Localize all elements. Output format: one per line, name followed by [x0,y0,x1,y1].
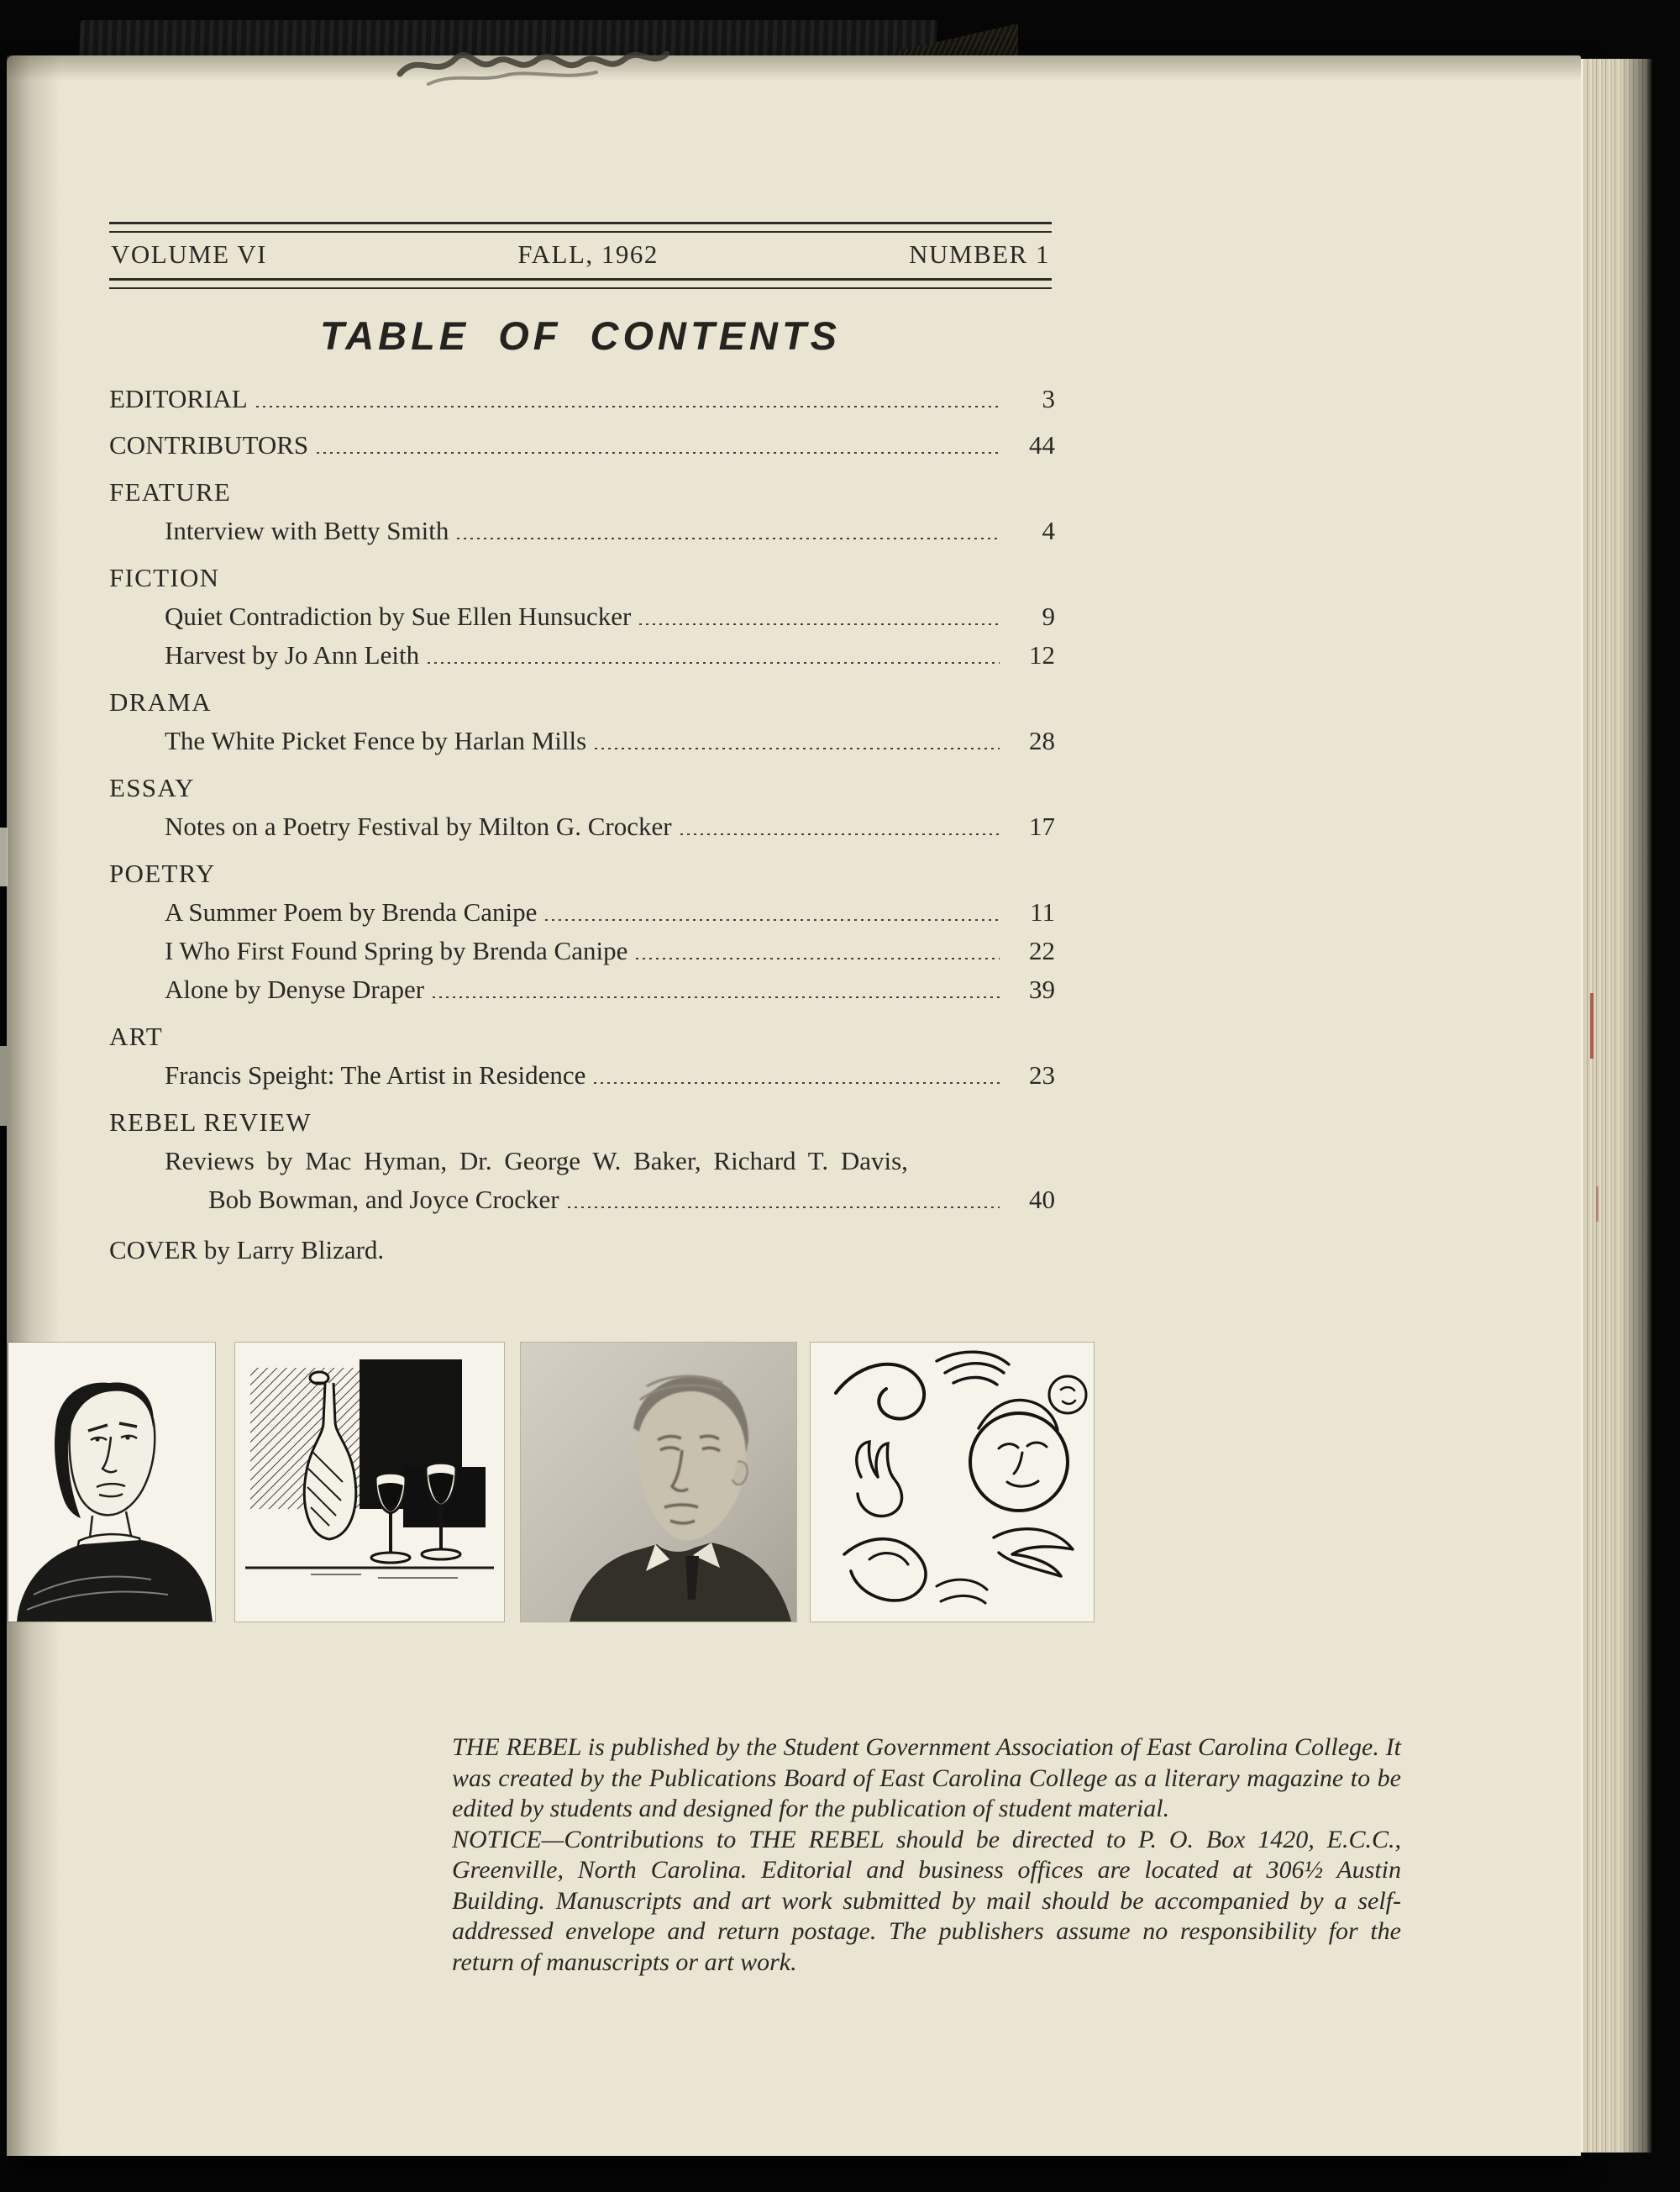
publisher-paragraph: THE REBEL is published by the Student Government Association of East Carolina College. It was created by the Publications Board of East Carolina College as a literary magazine to be edited by students and designed for the publication of student material. [452,1733,1401,1822]
toc-page-number: 17 [1029,812,1055,841]
toc-page-number: 4 [1042,516,1055,545]
toc-section-header: ESSAY [109,773,195,802]
toc-entry-title: Harvest by Jo Ann Leith [165,640,420,670]
artwork-man-photograph [521,1343,796,1622]
toc-section-entry [109,426,1055,465]
toc-entry-title: The White Picket Fence by Harlan Mills [165,726,587,755]
toc-section-header: POETRY [109,859,216,888]
table-of-contents [109,380,1055,1269]
volume-label: VOLUME VI [111,239,267,269]
artwork-strip [8,1343,1094,1622]
page-edge-stack [1581,59,1653,2153]
issue-date-label: FALL, 1962 [517,239,659,269]
adjacent-page-sliver [0,828,8,886]
dotted-leader [568,1206,1000,1208]
dotted-leader [680,833,1000,835]
dotted-leader [595,748,1000,749]
toc-section-entry [109,380,1055,418]
dotted-leader [256,406,1000,407]
toc-page-number: 39 [1029,975,1055,1004]
toc-page-number: 28 [1029,726,1055,755]
red-edge-mark [1596,1186,1599,1222]
toc-entry [109,512,1055,550]
toc-entry [109,807,1055,846]
artwork-woman-portrait-sketch [8,1343,215,1622]
toc-page-number: 3 [1042,384,1055,413]
toc-entry [109,932,1055,970]
toc-entry-title: Reviews by Mac Hyman, Dr. George W. Baker, Richard T. Davis, [165,1146,908,1175]
toc-page-number: 40 [1029,1185,1055,1214]
toc-page-number: 22 [1029,936,1055,965]
toc-entry [109,970,1055,1009]
toc-entry-title: Quiet Contradiction by Sue Ellen Hunsucker [165,602,632,631]
man-photo [521,1343,796,1622]
artwork-still-life [235,1343,504,1622]
dotted-leader [545,919,1000,921]
toc-section-header: DRAMA [109,687,212,717]
toc-entry-title: I Who First Found Spring by Brenda Canipe [165,936,628,965]
publisher-notice [452,1732,1401,1978]
abstract-figure-drawing [811,1343,1094,1622]
bottom-double-rule [109,278,1052,289]
toc-entry-line2 [109,1180,1055,1219]
toc-page-number: 44 [1029,430,1055,460]
page-title: TABLE OF CONTENTS [319,313,842,358]
cover-credit: COVER by Larry Blizard. [109,1235,385,1264]
toc-entry-title: CONTRIBUTORS [109,430,309,460]
notice-paragraph: NOTICE—Contributions to THE REBEL should be directed to P. O. Box 1420, E.C.C., Greenville, North Carolina. Editorial and business offices are located at 306½ Austin Building. Manuscripts and art work submitted by mail should be accompanied by a self-addressed envelope and return postage. The publishers assume no responsibility for the return of manuscripts or art work. [452,1825,1401,1976]
toc-section-header: REBEL REVIEW [109,1107,312,1137]
toc-section-header: FEATURE [109,477,232,507]
toc-entry-title: Interview with Betty Smith [165,516,449,545]
toc-entry-line1 [109,1142,1055,1180]
toc-entry-title: Francis Speight: The Artist in Residence [165,1060,586,1090]
toc-page-number: 9 [1042,602,1055,631]
toc-section-header: ART [109,1022,164,1051]
magazine-page [7,55,1581,2156]
dotted-leader [636,958,1000,959]
toc-entry [109,722,1055,760]
toc-page-number: 23 [1029,1060,1055,1090]
red-edge-mark [1590,993,1593,1059]
toc-entry-title: A Summer Poem by Brenda Canipe [165,897,538,927]
dotted-leader [317,452,1000,454]
dotted-leader [639,623,1000,625]
dotted-leader [428,662,1000,664]
dotted-leader [594,1082,1000,1084]
toc-entry-title: Alone by Denyse Draper [165,975,425,1004]
toc-section-header: FICTION [109,563,220,592]
toc-entry [109,1056,1055,1095]
number-label: NUMBER 1 [909,239,1050,269]
dotted-leader [457,538,1000,539]
toc-entry-title: Bob Bowman, and Joyce Crocker [208,1185,559,1214]
top-double-rule [109,222,1052,233]
toc-entry-title: EDITORIAL [109,384,248,413]
toc-page-number: 11 [1030,897,1055,927]
toc-entry-title: Notes on a Poetry Festival by Milton G. Crocker [165,812,672,841]
handwritten-inventory-mark [395,37,672,92]
toc-entry [109,893,1055,932]
adjacent-page-sliver [0,1046,7,1126]
toc-entry [109,636,1055,675]
woman-sketch-drawing [8,1343,215,1622]
still-life-drawing [235,1343,504,1622]
artwork-abstract-drawing [811,1343,1094,1622]
masthead [109,222,1052,289]
toc-page-number: 12 [1029,640,1055,670]
dotted-leader [433,996,1000,998]
toc-entry [109,597,1055,636]
